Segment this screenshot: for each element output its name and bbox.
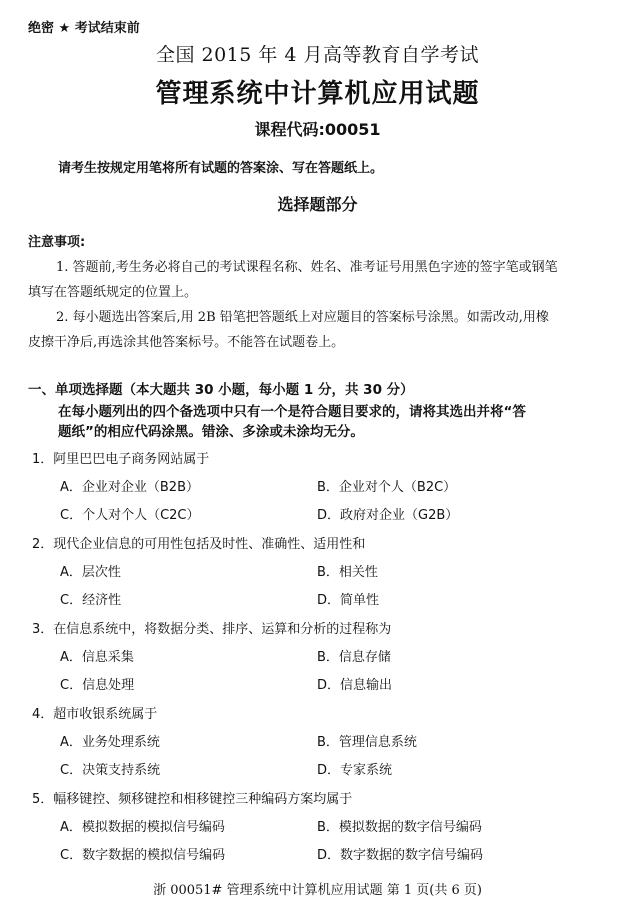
note-item-1-line-1: 1. 答题前,考生务必将自己的考试课程名称、姓名、准考证号用黑色字迹的签字笔或钢笔 xyxy=(56,260,558,275)
option-a: A．层次性 xyxy=(60,565,121,580)
option-b: B．管理信息系统 xyxy=(317,735,417,750)
option-c: C．数字数据的模拟信号编码 xyxy=(60,848,226,863)
option-a: A．企业对企业（B2B） xyxy=(60,480,200,495)
option-a: A．模拟数据的模拟信号编码 xyxy=(60,820,225,835)
question-stem: 3．在信息系统中，将数据分类、排序、运算和分析的过程称为 xyxy=(32,622,392,637)
option-c: C．个人对个人（C2C） xyxy=(60,508,200,523)
exam-title: 全国 2015 年 4 月高等教育自学考试 xyxy=(155,44,480,66)
notes-title: 注意事项: xyxy=(28,235,86,250)
option-c: C．决策支持系统 xyxy=(60,763,161,778)
page-footer: 浙 00051# 管理系统中计算机应用试题 第 1 页(共 6 页) xyxy=(153,883,482,898)
option-c: C．信息处理 xyxy=(60,678,135,693)
option-d: D．政府对企业（G2B） xyxy=(317,508,459,523)
option-d: D．信息输出 xyxy=(317,678,393,693)
part-one-instruction-line-1: 在每小题列出的四个备选项中只有一个是符合题目要求的，请将其选出并将“答 xyxy=(58,404,526,420)
question-stem: 4．超市收银系统属于 xyxy=(32,707,158,722)
option-b: B．企业对个人（B2C） xyxy=(317,480,457,495)
question-stem: 5．幅移键控、频移键控和相移键控三种编码方案均属于 xyxy=(32,792,353,807)
note-item-1-line-2: 填写在答题纸规定的位置上。 xyxy=(28,285,198,300)
option-b: B．模拟数据的数字信号编码 xyxy=(317,820,482,835)
option-a: A．业务处理系统 xyxy=(60,735,160,750)
note-item-2-line-2: 皮擦干净后,再选涂其他答案标号。不能答在试题卷上。 xyxy=(28,335,345,350)
option-d: D．数字数据的数字信号编码 xyxy=(317,848,484,863)
paper-title: 管理系统中计算机应用试题 xyxy=(155,79,480,109)
part-one-instruction-line-2: 题纸”的相应代码涂黑。错涂、多涂或未涂均无分。 xyxy=(58,424,364,440)
section-heading: 选择题部分 xyxy=(277,195,358,214)
option-d: D．简单性 xyxy=(317,593,380,608)
question-stem: 1．阿里巴巴电子商务网站属于 xyxy=(32,452,210,467)
option-b: B．相关性 xyxy=(317,565,378,580)
option-a: A．信息采集 xyxy=(60,650,134,665)
course-code: 课程代码:00051 xyxy=(254,120,381,139)
question-stem: 2．现代企业信息的可用性包括及时性、准确性、适用性和 xyxy=(32,537,366,552)
part-one-heading: 一、单项选择题（本大题共 30 小题，每小题 1 分，共 30 分） xyxy=(28,382,414,398)
note-item-2-line-1: 2. 每小题选出答案后,用 2B 铅笔把答题纸上对应题目的答案标号涂黑。如需改动,用橡 xyxy=(56,310,549,325)
option-c: C．经济性 xyxy=(60,593,122,608)
option-d: D．专家系统 xyxy=(317,763,393,778)
answer-notice: 请考生按规定用笔将所有试题的答案涂、写在答题纸上。 xyxy=(58,161,384,176)
option-b: B．信息存储 xyxy=(317,650,391,665)
confidential-label: 绝密 ★ 考试结束前 xyxy=(28,21,140,36)
